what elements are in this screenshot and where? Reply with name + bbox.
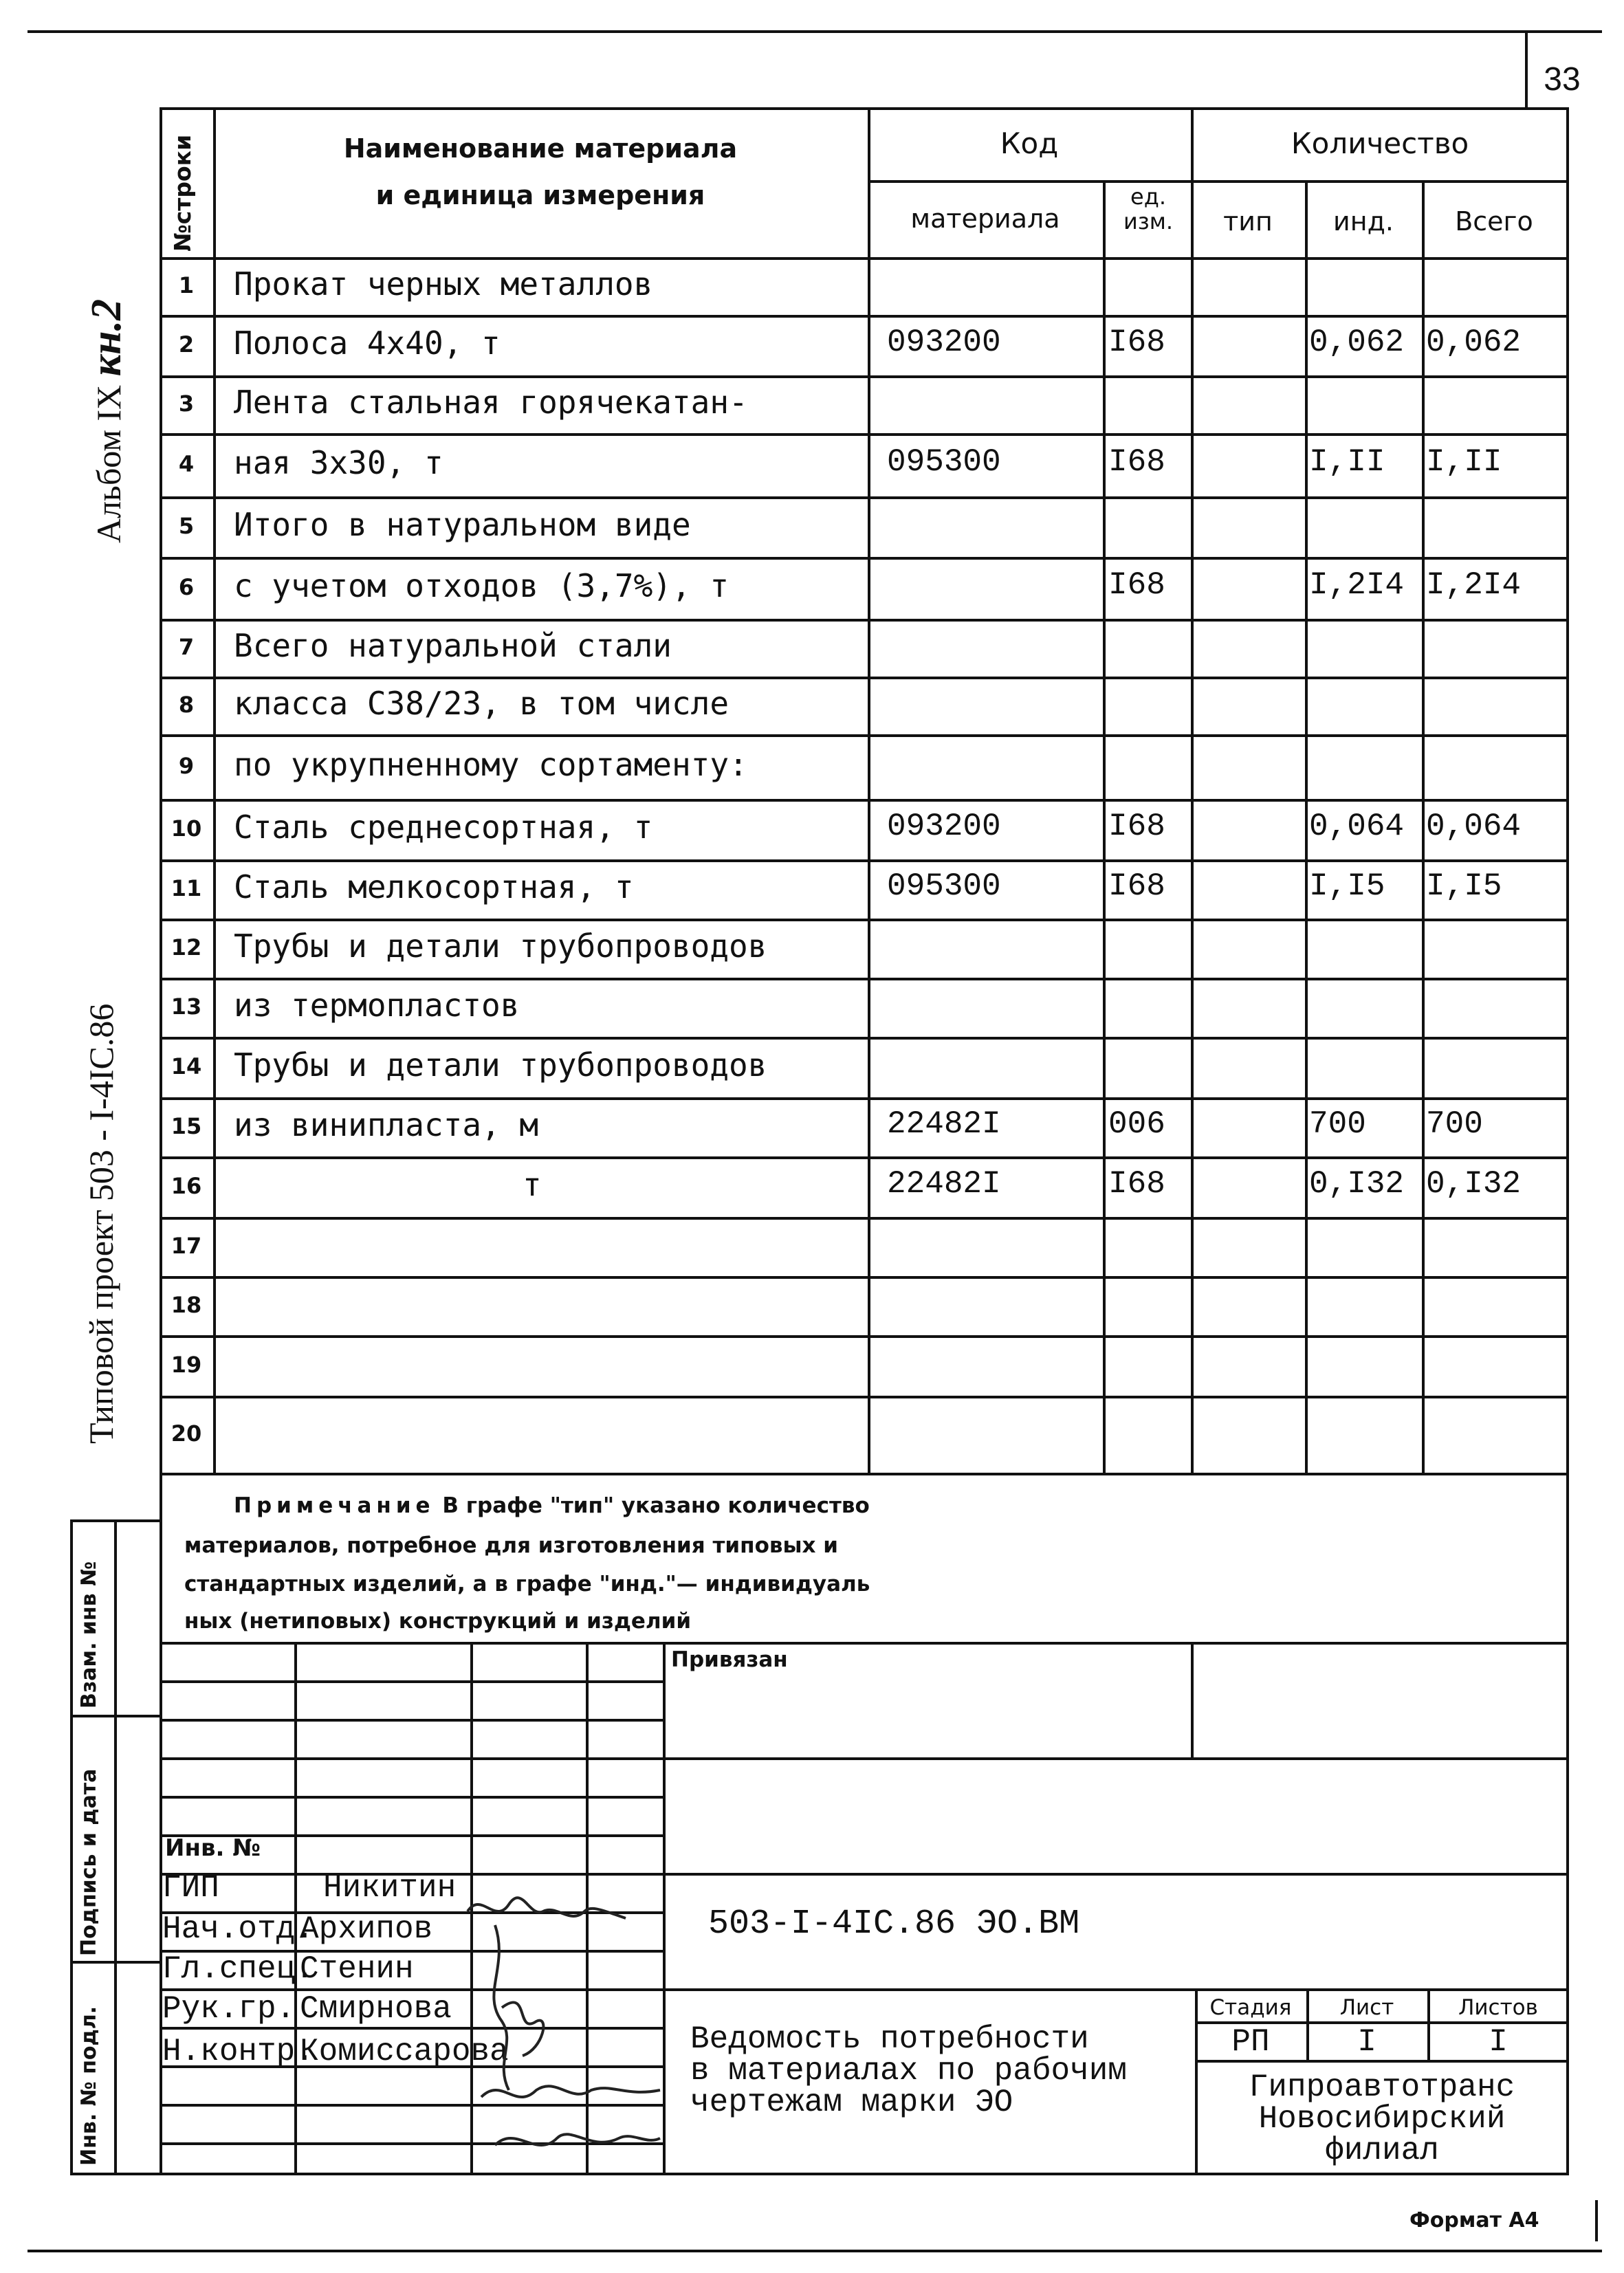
cell-ind: 0,I32 [1309, 1166, 1405, 1202]
cell-ind: 700 [1309, 1106, 1366, 1142]
stage-value: РП [1231, 2024, 1270, 2060]
cell-total: 0,062 [1426, 325, 1522, 360]
cell-name: Лента стальная горячекатан- [234, 384, 748, 421]
row-divider [160, 978, 1569, 980]
cell-name: по укрупненному сортаменту: [234, 746, 748, 783]
top-border [28, 30, 1602, 33]
book-text: кн.2 [83, 298, 130, 377]
cell-name: из термопластов [234, 987, 520, 1024]
row-number: 16 [171, 1173, 202, 1199]
col-line-unit [1103, 180, 1106, 1473]
doc-title-3: чертежам марки ЭО [690, 2085, 1013, 2120]
sheets-value: I [1489, 2024, 1508, 2060]
cell-name: ная 3х30, т [234, 444, 443, 481]
inv-no-label: Инв. № [165, 1834, 261, 1862]
cell-total: 0,I32 [1426, 1166, 1522, 1202]
header-ind: инд. [1333, 206, 1394, 237]
side-col-bottom [70, 2173, 160, 2175]
album-text: Альбом IX [89, 384, 128, 543]
cell-code: 095300 [887, 868, 1001, 904]
table-right [1566, 107, 1569, 2173]
org-line1: Гипроавтотранс [1249, 2069, 1515, 2105]
signatory-name: Смирнова [300, 1991, 452, 2027]
cell-name: Итого в натуральном виде [234, 506, 691, 543]
row-divider [160, 1396, 1569, 1398]
table-left [160, 107, 162, 2173]
cell-total: I,II [1426, 444, 1502, 480]
cell-code: 22482I [887, 1106, 1001, 1142]
row-number: 18 [171, 1292, 202, 1318]
row-number: 3 [178, 391, 195, 417]
signatory-role: Гл.спец. [162, 1951, 314, 1987]
header-bottom [160, 257, 1569, 260]
header-code: Код [1000, 127, 1059, 160]
cell-name: Сталь мелкосортная, т [234, 868, 634, 905]
org-line3: филиал [1325, 2133, 1439, 2168]
signatory-name: Стенин [300, 1951, 414, 1987]
cell-total: 0,064 [1426, 809, 1522, 844]
linked-label: Привязан [671, 1647, 788, 1672]
stage-value-line [1195, 2060, 1569, 2063]
cell-unit: I68 [1108, 868, 1165, 904]
header-mid [868, 180, 1569, 183]
note-text1: В графе "тип" указано количество [442, 1493, 870, 1518]
side-inv-orig: Инв. № подл. [77, 2006, 101, 2166]
cell-name: класса С38/23, в том числе [234, 685, 729, 722]
cell-name: из винипласта, м [234, 1106, 539, 1143]
stamp-top [160, 1642, 1569, 1645]
side-col-div1 [70, 1715, 160, 1717]
row-divider [160, 799, 1569, 802]
stamp-r3 [160, 1757, 1569, 1760]
row-number: 9 [178, 753, 195, 779]
cell-unit: I68 [1108, 809, 1165, 844]
cell-unit: I68 [1108, 567, 1165, 603]
row-number: 11 [171, 875, 202, 901]
note-line1 [234, 1493, 870, 1518]
cell-total: I,I5 [1426, 868, 1502, 904]
signatures-scribble [454, 1884, 674, 2173]
side-col-top [70, 1519, 160, 1522]
cell-ind: 0,064 [1309, 809, 1405, 844]
row-divider [160, 1037, 1569, 1040]
cell-code: 093200 [887, 809, 1001, 844]
cell-name: Трубы и детали трубопроводов [234, 927, 767, 965]
stage-label: Стадия [1209, 1995, 1292, 2020]
col-line-ind [1305, 180, 1308, 1473]
stamp-bottom [160, 2173, 1569, 2175]
album-label [83, 299, 131, 543]
signatory-name: Никитин [323, 1870, 457, 1906]
cell-name: Прокат черных металлов [234, 265, 653, 303]
cell-name: Трубы и детали трубопроводов [234, 1046, 767, 1084]
row-divider [160, 1335, 1569, 1338]
cell-name: т [523, 1166, 542, 1203]
row-number: 17 [171, 1233, 202, 1259]
note-line4: ных (нетиповых) конструкций и изделий [184, 1609, 692, 1634]
bottom-border [28, 2250, 1602, 2252]
row-divider [160, 859, 1569, 862]
cell-code: 095300 [887, 444, 1001, 480]
cell-total: I,2I4 [1426, 567, 1522, 603]
note-line2: материалов, потребное для изготовления типовых и [184, 1533, 839, 1558]
row-divider [160, 1156, 1569, 1159]
signatory-name: Комиссарова [300, 2034, 509, 2069]
col-line-type [1191, 107, 1194, 1473]
header-code-unit: ед. изм. [1123, 184, 1174, 234]
row-divider [160, 1276, 1569, 1279]
col-line-total [1422, 180, 1425, 1473]
row-number: 20 [171, 1420, 202, 1447]
row-number: 15 [171, 1113, 202, 1139]
row-divider [160, 496, 1569, 499]
row-divider [160, 315, 1569, 318]
row-divider [160, 734, 1569, 737]
row-divider [160, 375, 1569, 378]
cell-ind: I,I5 [1309, 868, 1385, 904]
row-divider [160, 1473, 1569, 1475]
header-row-no: №строки [169, 134, 196, 252]
cell-name: Сталь среднесортная, т [234, 809, 653, 846]
side-sign-date: Подпись и дата [77, 1768, 101, 1956]
cell-unit: I68 [1108, 444, 1165, 480]
row-number: 8 [178, 692, 195, 718]
side-col-left [70, 1519, 73, 2175]
right-edge-lower [1595, 2200, 1598, 2241]
row-number: 7 [178, 634, 195, 660]
header-code-material: материала [910, 204, 1060, 234]
row-number: 10 [171, 815, 202, 842]
header-type: тип [1223, 206, 1273, 237]
row-number: 5 [178, 513, 195, 539]
cell-name: Полоса 4х40, т [234, 325, 501, 362]
table-top [160, 107, 1569, 110]
cell-ind: I,2I4 [1309, 567, 1405, 603]
row-number: 1 [178, 272, 195, 298]
header-name-2: и единица измерения [375, 180, 705, 210]
signatory-role: Н.контр. [162, 2034, 314, 2069]
signatory-role: Рук.гр. [162, 1991, 296, 2027]
stamp-v1 [294, 1642, 297, 2173]
row-number: 19 [171, 1352, 202, 1378]
header-total: Всего [1455, 206, 1533, 237]
row-divider [160, 619, 1569, 622]
row-number: 4 [178, 451, 195, 477]
cell-unit: 006 [1108, 1106, 1165, 1142]
sheets-label: Листов [1458, 1995, 1538, 2020]
project-label: Типовой проект 503 - I-4IC.86 [82, 1003, 120, 1444]
sheet-label: Лист [1339, 1995, 1394, 2020]
cell-ind: 0,062 [1309, 325, 1405, 360]
header-quantity: Количество [1291, 127, 1469, 160]
doc-title-2: в материалах по рабочим [690, 2053, 1127, 2089]
note-line3: стандартных изделий, а в графе "инд."— индивидуаль [184, 1572, 870, 1596]
sheet-number: 33 [1544, 61, 1581, 98]
org-line2: Новосибирский [1258, 2101, 1506, 2137]
row-divider [160, 1217, 1569, 1220]
signatory-role: Нач.отд. [162, 1911, 314, 1947]
doc-code: 503-I-4IC.86 ЭО.ВМ [708, 1904, 1080, 1944]
signatory-name: Архипов [300, 1911, 433, 1947]
row-number: 2 [178, 331, 195, 358]
note-lead: Примечание [234, 1493, 435, 1518]
row-number: 6 [178, 574, 195, 600]
row-divider [160, 557, 1569, 560]
header-name-1: Наименование материала [343, 133, 738, 164]
format-label: Формат А4 [1409, 2208, 1539, 2232]
sheet-value: I [1357, 2024, 1376, 2060]
row-divider [160, 919, 1569, 921]
row-number: 14 [171, 1053, 202, 1079]
col-line-name [213, 107, 216, 1473]
signatory-role: ГИП [162, 1870, 219, 1906]
row-divider [160, 677, 1569, 679]
cell-code: 093200 [887, 325, 1001, 360]
row-divider [160, 1097, 1569, 1100]
stamp-v5 [1191, 1642, 1194, 1757]
cell-name: Всего натуральной стали [234, 627, 672, 664]
cell-ind: I,II [1309, 444, 1385, 480]
side-inv-replace: Взам. инв № [77, 1561, 101, 1709]
cell-name: с учетом отходов (3,7%), т [234, 567, 729, 604]
doc-title-1: Ведомость потребности [690, 2021, 1089, 2057]
row-number: 12 [171, 934, 202, 960]
cell-unit: I68 [1108, 1166, 1165, 1202]
col-line-code [868, 107, 870, 1473]
row-divider [160, 433, 1569, 436]
cell-total: 700 [1426, 1106, 1483, 1142]
side-col-div2 [70, 1961, 160, 1964]
side-col-mid [114, 1519, 117, 2175]
row-number: 13 [171, 993, 202, 1020]
cell-code: 22482I [887, 1166, 1001, 1202]
cell-unit: I68 [1108, 325, 1165, 360]
